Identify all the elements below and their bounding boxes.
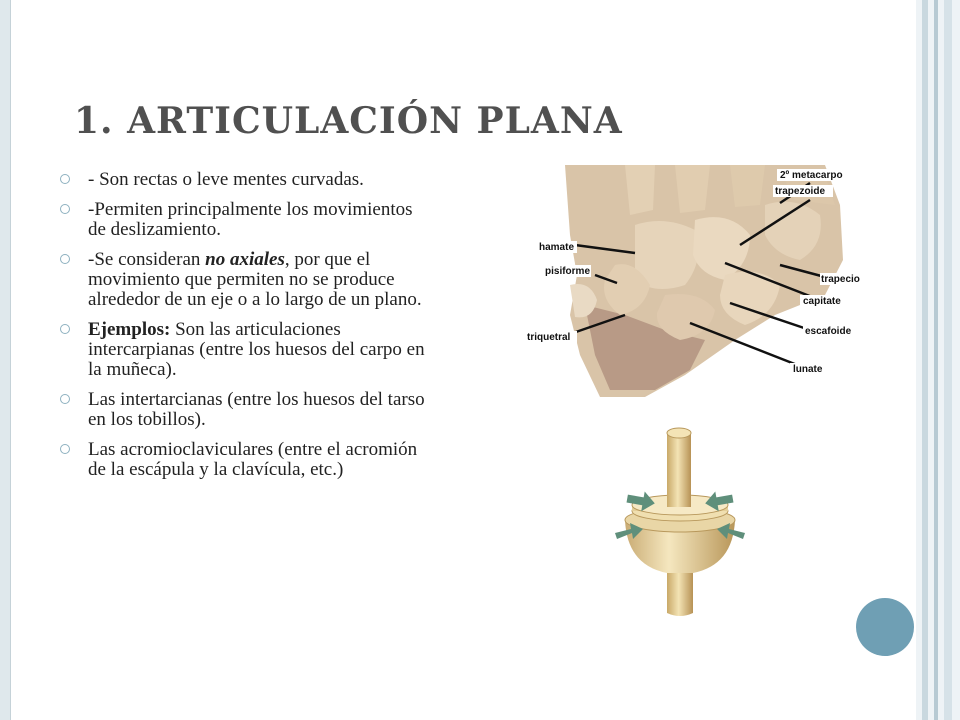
- bullet-text: no axiales: [205, 249, 285, 270]
- bullet-item: [60, 250, 430, 310]
- bullet-item: [60, 440, 430, 480]
- label-triquetral: triquetral: [527, 332, 571, 343]
- label-lunate: lunate: [793, 364, 823, 375]
- bullet-circle-icon: [60, 394, 70, 404]
- label-capitate: capitate: [803, 296, 841, 307]
- bullet-text: -Permiten principalmente los movimientos de deslizamiento.: [88, 199, 413, 240]
- bullet-text: Las acromioclaviculares (entre el acromión de la escápula y la clavícula, etc.): [88, 439, 418, 480]
- bullet-text: -Se consideran: [88, 249, 206, 270]
- bullet-item: [60, 200, 430, 240]
- bullet-item: [60, 170, 430, 190]
- bullet-text: Ejemplos:: [88, 319, 171, 340]
- bullet-circle-icon: [60, 444, 70, 454]
- bullet-item: [60, 390, 430, 430]
- bullet-text: Las intertarcianas (entre los huesos del tarso en los tobillos).: [88, 389, 425, 430]
- label-pisiforme: pisiforme: [545, 266, 591, 277]
- bullet-circle-icon: [60, 324, 70, 334]
- decorative-circle: [856, 598, 914, 656]
- left-frame-stripe: [0, 0, 11, 720]
- upper-shaft: [667, 433, 691, 507]
- label-hamate: hamate: [539, 242, 575, 253]
- label-trapecio: trapecio: [821, 274, 860, 285]
- wrist-bones-figure: [525, 165, 860, 397]
- plane-joint-diagram: [605, 425, 755, 625]
- bullet-text: Son las articulaciones intercarpianas (entre los huesos del carpo en la muñeca).: [88, 319, 425, 380]
- bullet-circle-icon: [60, 254, 70, 264]
- label-metacarpo: 2º metacarpo: [780, 170, 843, 181]
- bullet-text: , por que el movimiento que permiten no se produce alrededor de un eje o a lo largo de un plano.: [88, 249, 422, 310]
- bullet-text: - Son rectas o leve mentes curvadas.: [88, 169, 364, 190]
- slide-title: 1. ARTICULACIÓN PLANA: [74, 100, 623, 142]
- label-trapezoide: trapezoide: [775, 186, 826, 197]
- label-escafoide: escafoide: [805, 326, 852, 337]
- bullet-circle-icon: [60, 204, 70, 214]
- bullet-list: [60, 170, 430, 490]
- right-frame-stripes: [916, 0, 960, 720]
- bullet-item: [60, 320, 430, 380]
- bullet-circle-icon: [60, 174, 70, 184]
